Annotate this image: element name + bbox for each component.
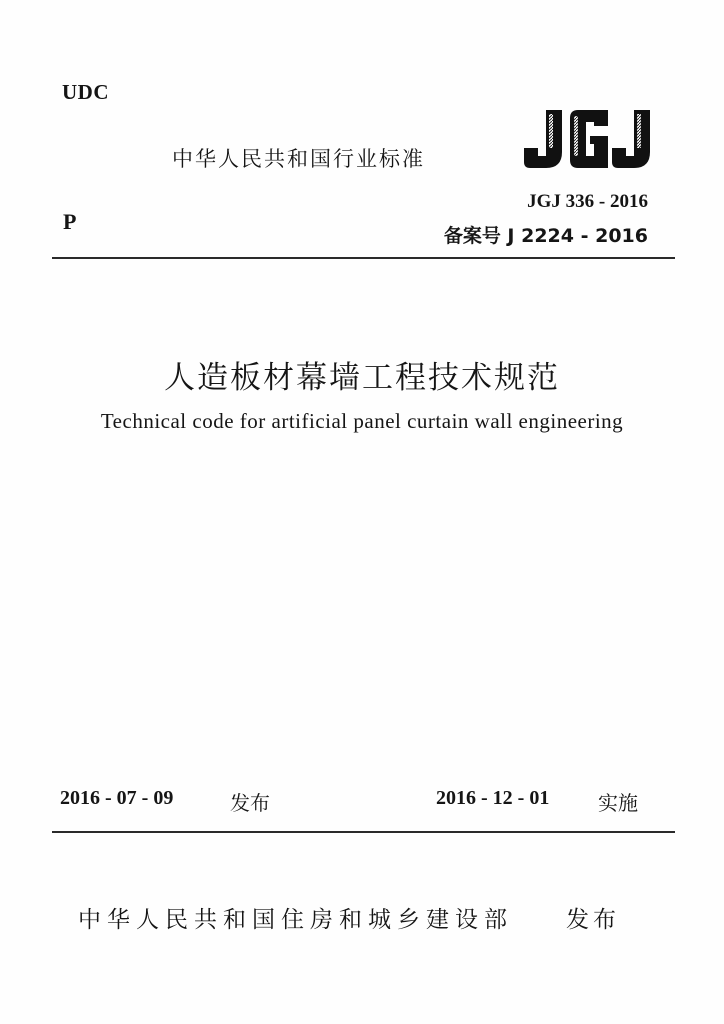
effective-date: 2016 - 12 - 01	[436, 787, 550, 809]
record-number: 备案号 J 2224 - 2016	[443, 225, 648, 247]
title-english: Technical code for artificial panel curtain wall engineering	[100, 409, 624, 433]
bottom-divider	[52, 831, 675, 833]
title-chinese: 人造板材幕墙工程技术规范	[164, 360, 560, 396]
publish-label: 发布	[230, 791, 270, 815]
publish-date: 2016 - 07 - 09	[60, 787, 174, 809]
industry-standard-heading: 中华人民共和国行业标准	[172, 147, 425, 171]
jgj-logo	[522, 106, 652, 172]
standard-code: JGJ 336 - 2016	[527, 191, 648, 212]
top-divider	[52, 257, 675, 259]
issuer-publish-label: 发布	[566, 907, 620, 933]
jgj-logo-mark	[522, 106, 652, 172]
udc-label: UDC	[62, 80, 109, 104]
effective-label: 实施	[598, 791, 638, 815]
issuer-name: 中华人民共和国住房和城乡建设部	[78, 907, 513, 933]
category-label: P	[63, 209, 77, 234]
